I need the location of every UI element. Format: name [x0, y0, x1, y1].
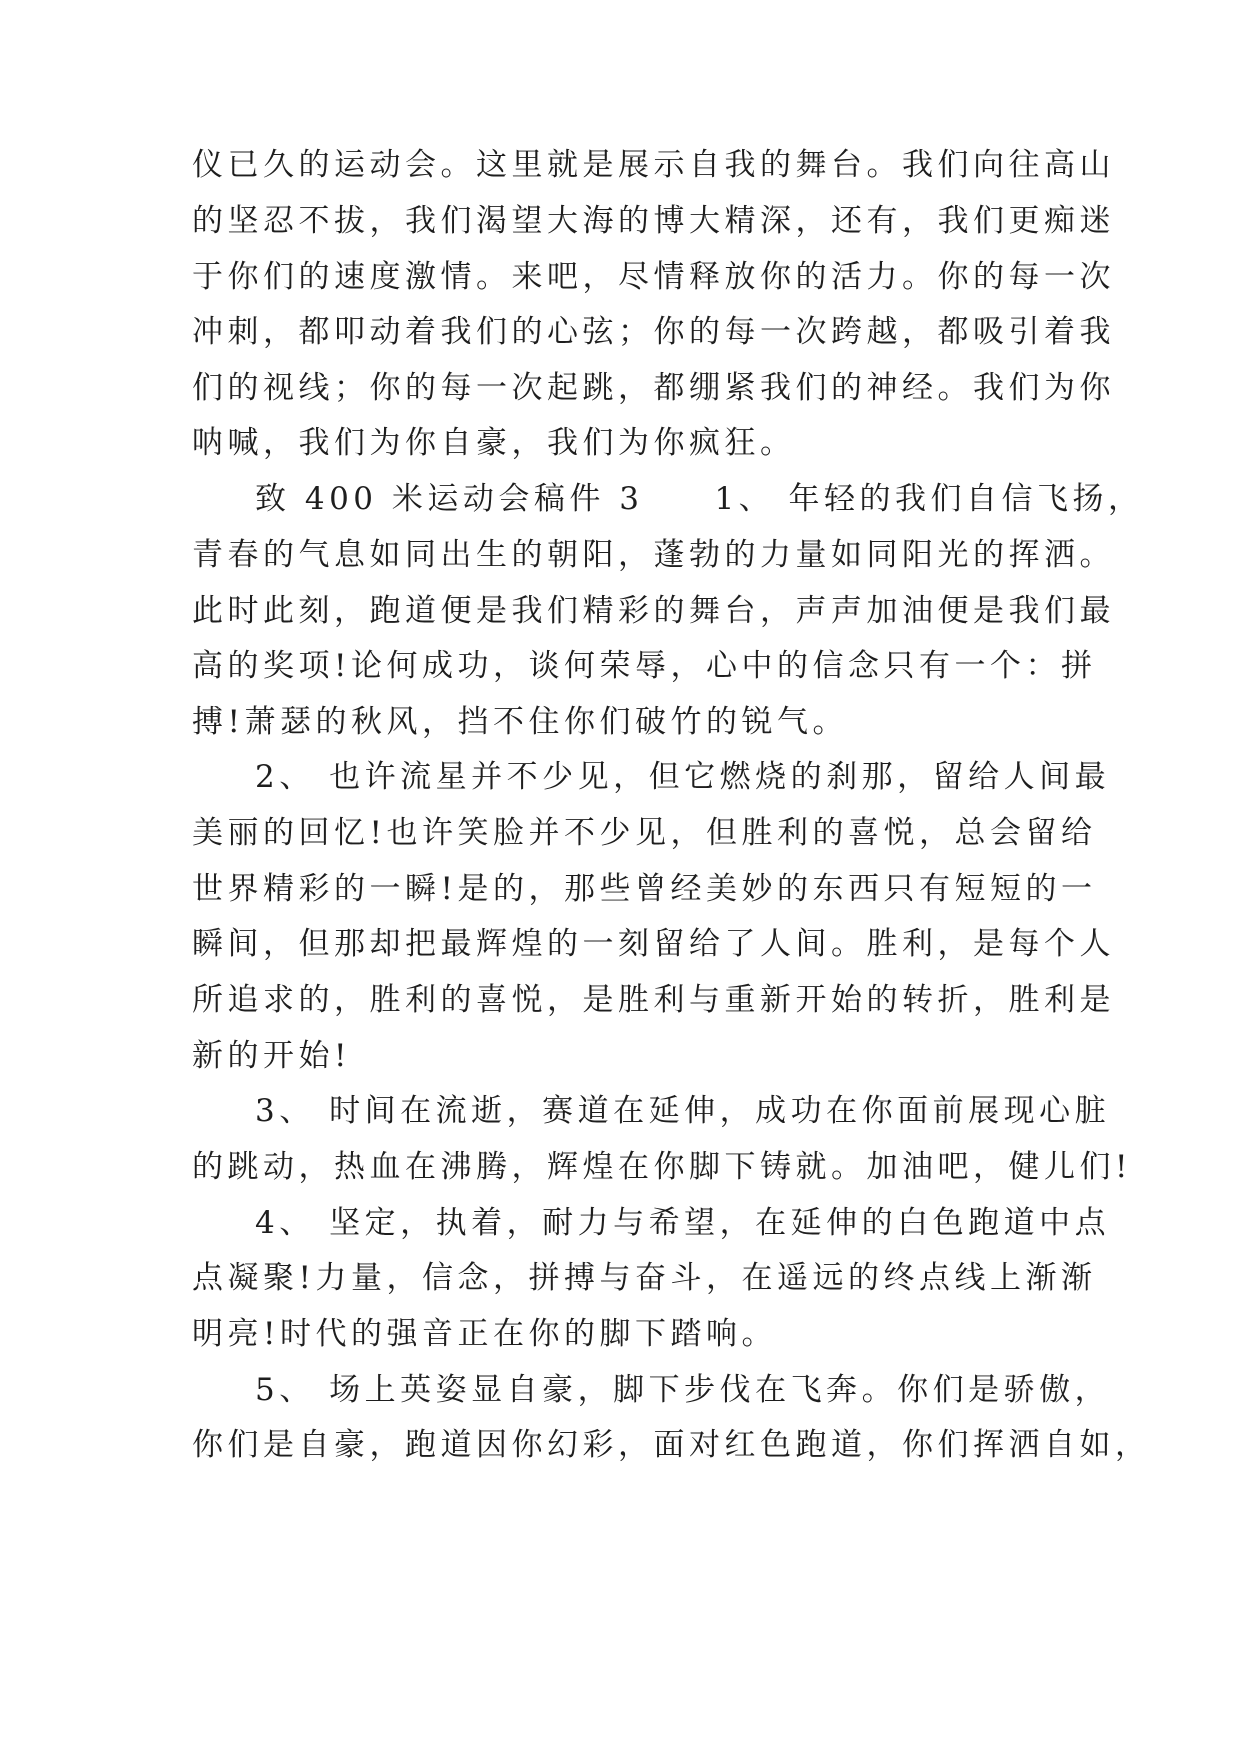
text-line: 点凝聚!力量，信念，拼搏与奋斗，在遥远的终点线上渐渐 — [192, 1260, 1097, 1296]
list-item-line: 5、 场上英姿显自豪，脚下步伐在飞奔。你们是骄傲， — [255, 1372, 1111, 1408]
text-line: 呐喊，我们为你自豪，我们为你疯狂。 — [192, 425, 796, 461]
list-item-line: 2、 也许流星并不少见，但它燃烧的刹那，留给人间最 — [255, 759, 1111, 795]
text-line: 们的视线；你的每一次起跳，都绷紧我们的神经。我们为你 — [192, 370, 1115, 406]
text-line: 明亮!时代的强音正在你的脚下踏响。 — [192, 1316, 777, 1352]
text-line: 世界精彩的一瞬!是的，那些曾经美妙的东西只有短短的一 — [192, 871, 1097, 907]
text-line: 新的开始! — [192, 1038, 351, 1074]
list-item-line: 4、 坚定，执着，耐力与希望，在延伸的白色跑道中点 — [255, 1205, 1111, 1241]
list-item-line: 3、 时间在流逝，赛道在延伸，成功在你面前展现心脏 — [255, 1093, 1111, 1129]
text-line: 高的奖项!论何成功，谈何荣辱，心中的信念只有一个：拼 — [192, 648, 1097, 684]
text-line: 的跳动，热血在沸腾，辉煌在你脚下铸就。加油吧，健儿们! — [192, 1149, 1132, 1185]
text-line: 瞬间，但那却把最辉煌的一刻留给了人间。胜利，是每个人 — [192, 926, 1115, 962]
text-line: 的坚忍不拔，我们渴望大海的博大精深，还有，我们更痴迷 — [192, 203, 1115, 239]
text-line: 此时此刻，跑道便是我们精彩的舞台，声声加油便是我们最 — [192, 593, 1115, 629]
text-line: 你们是自豪，跑道因你幻彩，面对红色跑道，你们挥洒自如， — [192, 1427, 1151, 1463]
text-line: 美丽的回忆!也许笑脸并不少见，但胜利的喜悦，总会留给 — [192, 815, 1097, 851]
text-line: 搏!萧瑟的秋风，挡不住你们破竹的锐气。 — [192, 704, 848, 740]
text-line: 于你们的速度激情。来吧，尽情释放你的活力。你的每一次 — [192, 259, 1115, 295]
section-heading-line: 致 400 米运动会稿件 3 1、 年轻的我们自信飞扬， — [255, 481, 1144, 517]
text-line: 仪已久的运动会。这里就是展示自我的舞台。我们向往高山 — [192, 147, 1115, 183]
text-line: 冲刺，都叩动着我们的心弦；你的每一次跨越，都吸引着我 — [192, 314, 1115, 350]
text-line: 青春的气息如同出生的朝阳，蓬勃的力量如同阳光的挥洒。 — [192, 537, 1115, 573]
text-line: 所追求的，胜利的喜悦，是胜利与重新开始的转折，胜利是 — [192, 982, 1115, 1018]
